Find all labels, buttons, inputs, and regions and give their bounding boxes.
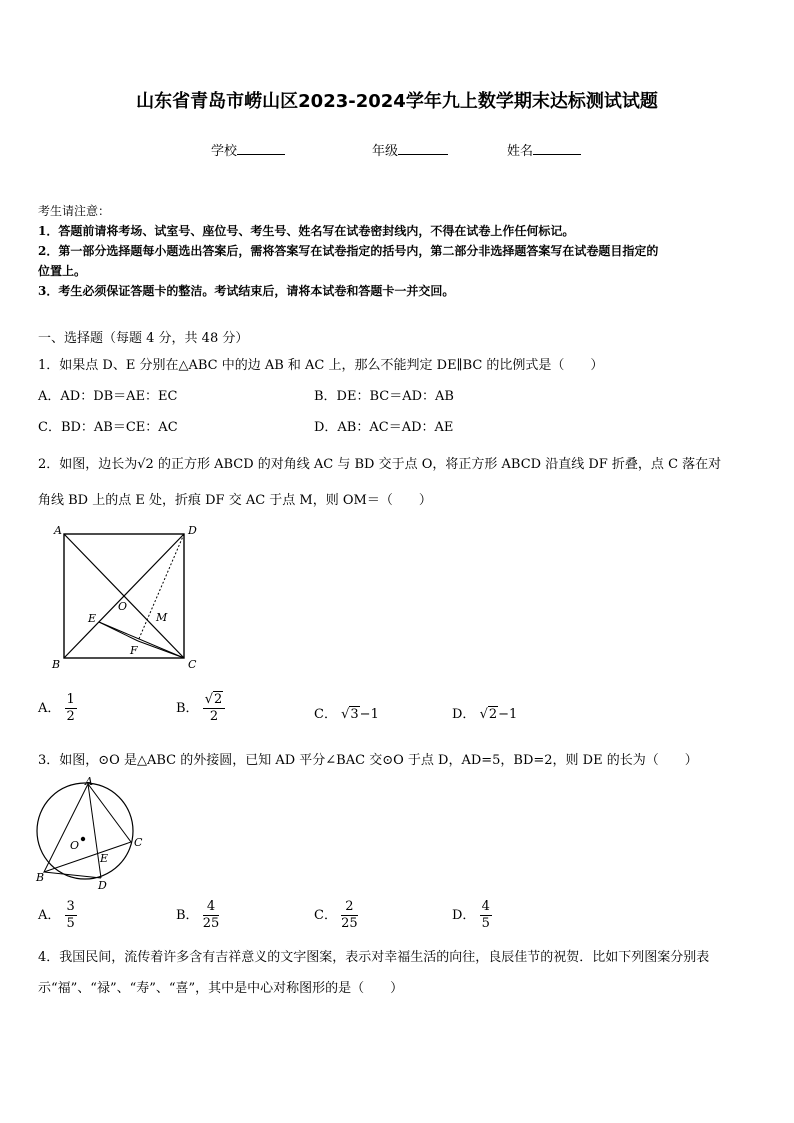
section-title: 一、选择题（每题 4 分，共 48 分） (38, 331, 249, 346)
fraction: $\frac{√2}{2}$ (203, 692, 226, 725)
fraction: $\frac{2}{25}$ (341, 899, 358, 931)
question-2-stem-line1: 2．如图，边长为√2 的正方形 ABCD 的对角线 AC 与 BD 交于点 O，将正方形 ABCD 沿直线 DF 折叠，点 C 落在对 (38, 457, 722, 472)
q2-option-d[interactable] (452, 703, 517, 722)
page-title: 山东省青岛市崂山区2023-2024学年九上数学期末达标测试试题 (136, 91, 658, 112)
q1-option-d[interactable]: D．AB：AC＝AD：AE (314, 420, 454, 435)
center-point (81, 837, 85, 841)
fraction: $\frac{3}{5}$ (66, 899, 75, 931)
q3-circle-figure (30, 775, 155, 893)
grade-label: 年级 (372, 144, 399, 159)
grade-blank[interactable] (398, 142, 448, 155)
q2-square-figure (50, 522, 210, 672)
school-label: 学校 (211, 144, 238, 159)
name-label: 姓名 (507, 144, 534, 159)
question-1-stem: 1．如果点 D、E 分别在△ABC 中的边 AB 和 AC 上，那么不能判定 DE∥BC 的比例式是（ ） (38, 358, 604, 373)
q1-option-a[interactable]: A．AD：DB＝AE：EC (38, 389, 178, 404)
label-c: C (188, 658, 197, 671)
label-f: F (130, 644, 138, 657)
q2-option-c[interactable] (314, 703, 379, 722)
option-value: √3−1 (341, 707, 379, 722)
circle-o (37, 783, 133, 879)
label-d: D (98, 879, 107, 892)
option-letter: C． (314, 707, 337, 722)
question-3-stem: 3．如图，⊙O 是△ABC 的外接圆，已知 AD 平分∠BAC 交⊙O 于点 D，AD=5，BD=2，则 DE 的长为（ ） (38, 753, 698, 768)
label-a: A (54, 524, 62, 537)
q1-option-c[interactable]: C．BD：AB＝CE：AC (38, 420, 178, 435)
label-d: D (188, 524, 197, 537)
option-letter: A． (38, 908, 61, 923)
notice-heading: 考生请注意： (38, 204, 111, 218)
notice-item: 2．第一部分选择题每小题选出答案后，需将答案写在试卷指定的括号内，第二部分非选择题答案写在试卷题目指定的 (38, 244, 659, 258)
notice-item: 1．答题前请将考场、试室号、座位号、考生号、姓名写在试卷密封线内，不得在试卷上作任何标记。 (38, 224, 575, 238)
notice-block (38, 201, 758, 301)
q3-option-d[interactable] (452, 899, 492, 932)
q3-option-c[interactable] (314, 899, 358, 932)
option-letter: A． (38, 701, 61, 716)
q3-option-b[interactable] (176, 899, 219, 932)
school-field (211, 140, 285, 159)
label-e: E (100, 852, 109, 865)
label-m: M (156, 611, 168, 624)
q1-option-b[interactable]: B．DE：BC＝AD：AB (314, 389, 454, 404)
label-o: O (70, 839, 80, 852)
option-letter: B． (176, 701, 199, 716)
option-letter: D． (452, 908, 476, 923)
option-letter: C． (314, 908, 337, 923)
label-e: E (88, 612, 97, 625)
question-4-stem-line2: 示“福”、“禄”、“寿”、“喜”，其中是中心对称图形的是（ ） (38, 981, 404, 996)
school-blank[interactable] (237, 142, 285, 155)
q2-option-b[interactable] (176, 692, 225, 725)
notice-item: 位置上。 (38, 264, 87, 278)
name-field (507, 140, 581, 159)
label-c: C (134, 836, 143, 849)
label-o: O (118, 600, 128, 613)
q3-option-a[interactable] (38, 899, 77, 932)
grade-field (372, 140, 448, 159)
name-blank[interactable] (533, 142, 581, 155)
label-b: B (36, 871, 45, 884)
segment-ec (99, 622, 184, 658)
option-letter: D． (452, 707, 476, 722)
question-2-stem-line2: 角线 BD 上的点 E 处，折痕 DF 交 AC 于点 M，则 OM＝（ ） (38, 493, 432, 508)
fraction: $\frac{4}{25}$ (202, 899, 220, 931)
fraction: $\frac{1}{2}$ (66, 692, 75, 724)
option-letter: B． (176, 908, 199, 923)
fold-line-df (138, 534, 184, 641)
label-a: A (85, 775, 93, 788)
triangle-abc (44, 784, 131, 872)
notice-item: 3．考生必须保证答题卡的整洁。考试结束后，请将本试卷和答题卡一并交回。 (38, 284, 455, 298)
segment-fc (138, 641, 184, 658)
option-value: √2−1 (479, 707, 518, 722)
fraction: $\frac{4}{5}$ (481, 899, 490, 931)
question-4-stem-line1: 4．我国民间，流传着许多含有吉祥意义的文字图案，表示对幸福生活的向往，良辰佳节的祝贺．比如下列图案分别表 (38, 950, 710, 965)
label-b: B (52, 658, 61, 671)
q2-option-a[interactable] (38, 692, 77, 725)
